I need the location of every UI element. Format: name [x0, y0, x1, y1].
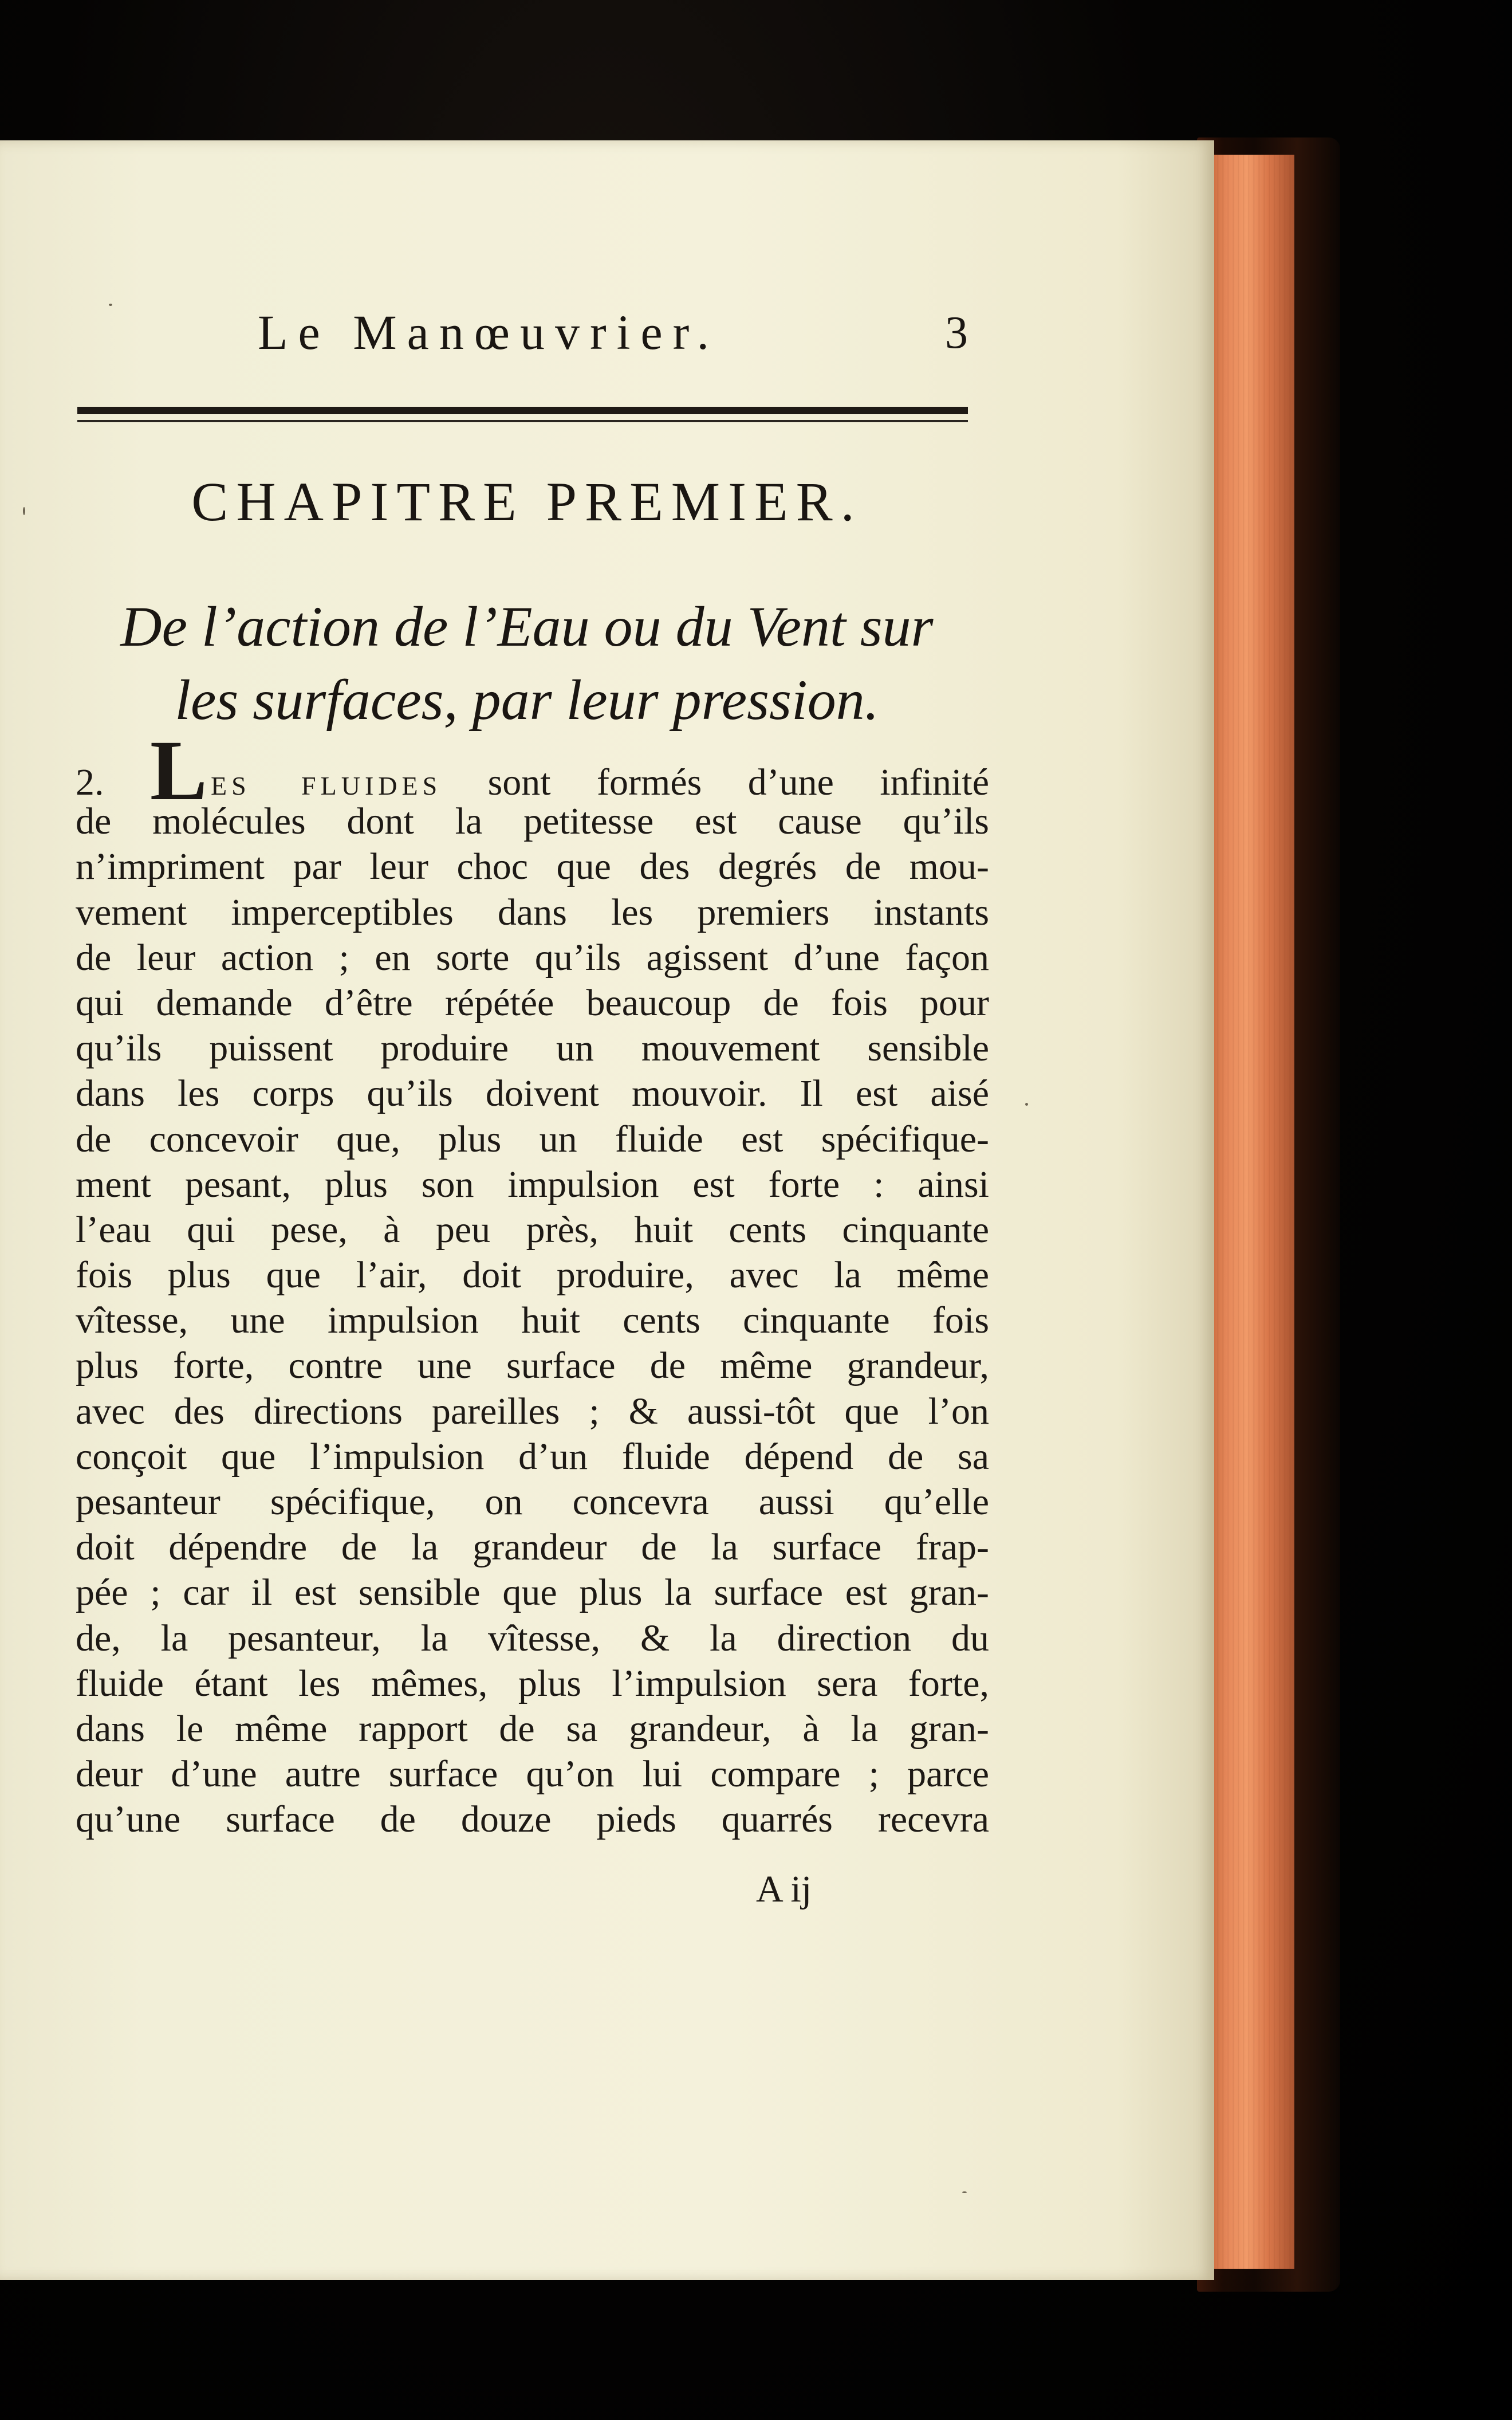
paper-speck — [23, 507, 25, 515]
text-line: pée ; car il est sensible que plus la surface est gran- — [76, 1572, 989, 1614]
page-edge-gilt — [1208, 155, 1294, 2269]
signature-mark: A ij — [756, 1868, 812, 1910]
running-title: Le Manœuvrier. — [258, 305, 720, 360]
running-head — [69, 298, 974, 361]
text-line: qu’ils puissent produire un mouvement sensible — [76, 1027, 989, 1070]
section-title-line: les surfaces, par leur pression. — [175, 668, 879, 732]
lead-words: es fluides — [210, 761, 442, 803]
drop-cap: L — [149, 723, 207, 818]
text-line: fluide étant les mêmes, plus l’impulsion sera forte, — [76, 1662, 989, 1704]
text-line: fois plus que l’air, doit produire, avec la même — [76, 1254, 989, 1297]
paper-speck — [962, 2191, 967, 2193]
text-line: doit dépendre de la grandeur de la surface frap- — [76, 1526, 989, 1569]
paragraph-lines — [76, 799, 989, 1842]
text-line: qu’une surface de douze pieds quarrés recevra — [76, 1798, 989, 1841]
page-number: 3 — [945, 308, 968, 358]
section-title-line: De l’action de l’Eau ou du Vent sur — [120, 595, 934, 658]
text-line: de leur action ; en sorte qu’ils agissent d’une façon — [76, 936, 989, 979]
chapter-title: CHAPITRE PREMIER. — [191, 471, 863, 532]
text-line: dans les corps qu’ils doivent mouvoir. Il est aisé — [76, 1072, 989, 1115]
header-rule-thin — [77, 420, 968, 422]
text-line: deur d’une autre surface qu’on lui compare ; parce — [76, 1753, 989, 1796]
paper-speck — [1025, 1103, 1028, 1106]
text-line: conçoit que l’impulsion d’un fluide dépend de sa — [76, 1435, 989, 1478]
paragraph-first-line — [76, 723, 989, 818]
text-line: vement imperceptibles dans les premiers instants — [76, 891, 989, 933]
text-line: avec des directions pareilles ; & aussi-tôt que l’on — [76, 1390, 989, 1432]
header-rule — [77, 407, 968, 414]
text-line: n’impriment par leur choc que des degrés de mou- — [76, 846, 989, 888]
paragraph-number: 2. — [76, 761, 104, 803]
text-line: pesanteur spécifique, on concevra aussi qu’elle — [76, 1481, 989, 1523]
text-line: plus forte, contre une surface de même grandeur, — [76, 1345, 989, 1387]
text-line: ment pesant, plus son impulsion est forte : ainsi — [76, 1163, 989, 1205]
body-paragraph — [76, 723, 989, 1842]
text-line: dans le même rapport de sa grandeur, à la gran- — [76, 1707, 989, 1750]
first-line-rest: sont formés d’une infinité — [442, 761, 989, 803]
text-line: vîtesse, une impulsion huit cents cinquante fois — [76, 1299, 989, 1342]
text-line: qui demande d’être répétée beaucoup de fois pour — [76, 981, 989, 1024]
text-line: de molécules dont la petitesse est cause qu’ils — [76, 800, 989, 843]
text-line: l’eau qui pese, à peu près, huit cents cinquante — [76, 1208, 989, 1251]
text-line: de, la pesanteur, la vîtesse, & la direction du — [76, 1617, 989, 1659]
text-line: de concevoir que, plus un fluide est spécifique- — [76, 1118, 989, 1160]
section-title — [69, 590, 985, 737]
